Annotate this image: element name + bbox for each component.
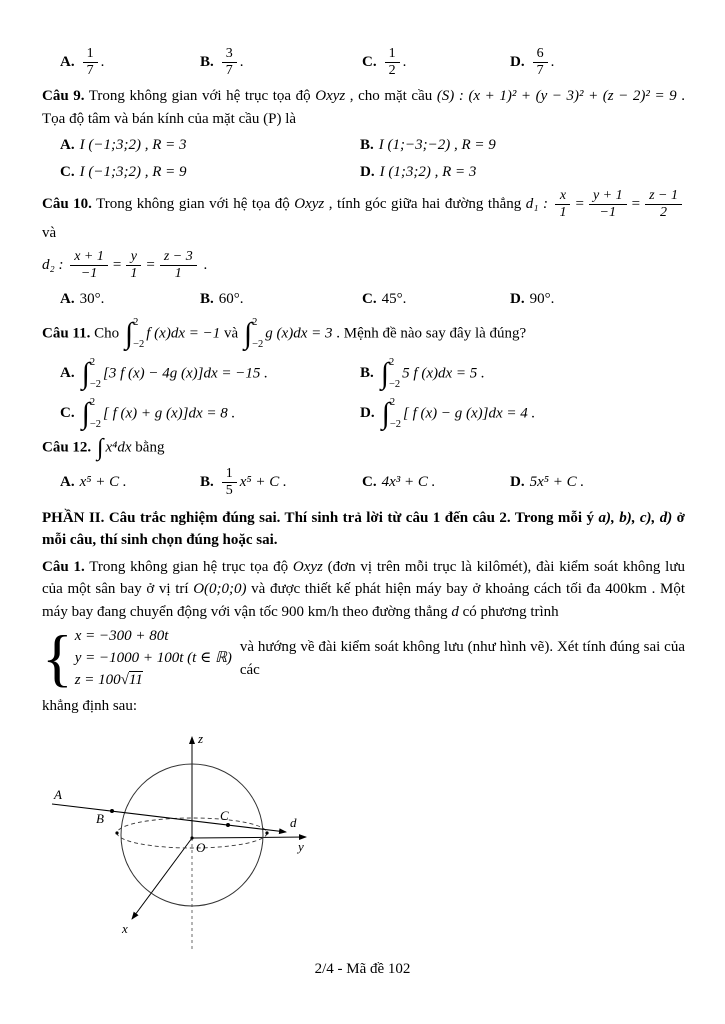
option-formula: [3 f (x) − 4g (x)]dx = −15 . — [102, 365, 268, 381]
integral-sign: ∫ 2 −2 — [81, 396, 101, 431]
option-label: A. — [60, 473, 75, 490]
line-d-symbol: d — [451, 603, 459, 620]
brace-symbol: { — [42, 622, 73, 694]
option-d — [360, 161, 685, 184]
option-label: C. — [362, 473, 377, 490]
equals-sign: = — [112, 256, 122, 273]
text-segment: . Một máy bay đang chuyển động với vận tốc — [42, 581, 685, 620]
option-d — [360, 396, 685, 432]
equals-sign: = — [631, 196, 641, 213]
speed-value: 900 km/h — [281, 603, 339, 620]
question-11-text — [42, 316, 685, 352]
integral-body: g (x)dx = 3 — [265, 325, 333, 341]
sqrt-icon: √ — [120, 671, 129, 688]
question-9 — [42, 85, 685, 183]
option-c — [60, 161, 360, 184]
option-a — [60, 356, 360, 392]
option-label: B. — [200, 54, 214, 71]
integral-sign: ∫ — [96, 434, 104, 461]
integral-sign: ∫ 2 −2 — [124, 316, 145, 351]
question-9-options-row-1 — [42, 134, 685, 157]
option-label: D. — [510, 291, 525, 308]
option-label: A. — [60, 137, 75, 154]
heading-abcd: a), b), c), d) — [598, 509, 673, 526]
label-C: C — [220, 808, 229, 823]
option-label: C. — [60, 163, 75, 180]
equator-right-dot — [265, 831, 268, 834]
math-oxyz: Oxyz — [315, 88, 346, 105]
text-segment: bằng — [131, 439, 165, 455]
option-formula: 4x³ + C . — [381, 473, 436, 490]
question-12-text — [42, 436, 685, 460]
equals-sign: = — [575, 196, 584, 213]
option-label: A. — [60, 365, 75, 381]
question-9-text — [42, 85, 685, 130]
sphere-equation: (S) : (x + 1)² + (y − 3)² + (z − 2)² = 9 — [436, 88, 677, 105]
text-after-system: và hướng về đài kiểm soát không lưu (như hình vẽ). Xét tính đúng sai của các — [239, 639, 685, 678]
option-formula: x⁵ + C . — [79, 473, 127, 490]
question-10 — [42, 187, 685, 310]
option-b — [200, 465, 362, 500]
question-label: Câu 1. — [42, 558, 85, 575]
question-12-options-row — [42, 465, 685, 500]
figure-container — [42, 725, 685, 961]
fraction: $\frac{x}{1}$ — [555, 188, 570, 221]
fraction: $\frac{y + 1}{-1}$ — [589, 188, 627, 221]
label-x: x — [122, 921, 128, 936]
option-label: C. — [362, 291, 377, 308]
option-c — [60, 396, 360, 432]
integral-body: f (x)dx = −1 — [146, 325, 221, 341]
fraction: $\frac{y}{1}$ — [126, 249, 141, 282]
origin-point: O(0;0;0) — [193, 581, 247, 598]
option-label: A. — [60, 291, 75, 308]
origin-dot — [190, 836, 193, 839]
equation-system-line — [42, 622, 685, 694]
option-label: A. — [60, 54, 75, 71]
fraction: $\frac{x + 1}{-1}$ — [70, 249, 108, 282]
y-axis — [192, 837, 306, 838]
integral-sign: ∫ 2 −2 — [81, 356, 101, 391]
sphere-diagram — [42, 725, 342, 953]
text-segment: . Mệnh đề nào say đây là đúng? — [332, 325, 527, 341]
question-10-text-line-1 — [42, 187, 685, 245]
part2-question-1-closing: khẳng định sau: — [42, 697, 137, 714]
text-segment: Trong không gian với hệ trục tọa độ — [84, 88, 316, 105]
option-label: D. — [510, 473, 525, 490]
text-segment: (đơn vị trên mỗi trục là kilômét), đài kiểm soát không lưu của một sân bay ở vị trí — [42, 558, 685, 598]
fraction: $\frac{1}{5}$ — [222, 466, 237, 499]
question-10-text-line-2 — [42, 248, 685, 283]
question-11 — [42, 316, 685, 432]
line-d2-label: d₂ : — [42, 256, 64, 273]
max-distance: 400km — [605, 581, 647, 598]
question-label: Câu 9. — [42, 88, 85, 105]
equator-left-dot — [115, 831, 118, 834]
option-b: B. 60°. — [200, 291, 244, 308]
part2-question-1 — [42, 556, 685, 717]
option-label: C. — [60, 405, 75, 421]
option-formula: x⁵ + C . — [239, 473, 287, 490]
option-label: D. — [360, 163, 375, 180]
option-d — [510, 471, 685, 494]
equation-x: x = −300 + 80t — [74, 628, 169, 645]
option-a — [60, 471, 200, 494]
heading-segment: PHẦN II. Câu trắc nghiệm đúng sai. Thí sinh trả lời từ câu 1 đến câu 2. Trong mỗi ý — [42, 509, 599, 526]
fraction: $\frac{3}{7}$ — [222, 46, 237, 79]
fraction: $\frac{1}{7}$ — [83, 46, 98, 79]
option-label: C. — [362, 54, 377, 71]
option-b — [360, 356, 685, 392]
point-B-dot — [110, 809, 114, 813]
option-label: B. — [360, 137, 374, 154]
option-b: B. $\frac{3}{7}$ . — [200, 46, 244, 79]
text-segment: theo đường thẳng — [338, 603, 452, 620]
flight-line-d — [52, 804, 286, 832]
integral-sign: ∫ 2 −2 — [243, 316, 264, 351]
label-d: d — [290, 815, 297, 830]
option-c — [362, 471, 510, 494]
option-formula: I (1;−3;−2) , R = 9 — [378, 137, 496, 154]
text-segment: và được thiết kế phát hiện máy bay ở khoảng cách tối đa — [246, 581, 606, 598]
math-oxyz: Oxyz — [292, 558, 323, 575]
fraction: $\frac{z - 3}{1}$ — [160, 249, 197, 282]
equation-system — [42, 622, 232, 694]
question-label: Câu 12. — [42, 439, 92, 455]
option-formula: I (1;3;2) , R = 3 — [379, 163, 477, 180]
option-a: A. 30°. — [60, 291, 105, 308]
text-segment: Trong không gian với hệ tọa độ — [91, 196, 295, 213]
label-O: O — [196, 840, 206, 855]
fraction: $\frac{1}{2}$ — [385, 46, 400, 79]
text-segment: . — [199, 256, 208, 273]
option-formula: I (−1;3;2) , R = 3 — [79, 137, 187, 154]
question-label: Câu 11. — [42, 325, 91, 341]
t-in-r: (t ∈ ℝ) — [187, 650, 232, 666]
question-label: Câu 10. — [42, 196, 92, 213]
option-formula: [ f (x) − g (x)]dx = 4 . — [402, 405, 536, 421]
option-c: C. $\frac{1}{2}$ . — [362, 46, 407, 79]
line-d1-label: d₁ : — [525, 196, 548, 213]
heading-segment: ở mỗi câu, thí sinh chọn đúng hoặc sai. — [42, 509, 685, 549]
x-axis — [132, 838, 192, 919]
fraction: $\frac{6}{7}$ — [533, 46, 548, 79]
page-footer: 2/4 - Mã đề 102 — [314, 960, 411, 977]
prev-question-options-row — [42, 45, 685, 80]
text-segment: , cho mặt cầu — [345, 88, 437, 105]
option-label: B. — [200, 473, 214, 490]
option-c: C. 45°. — [362, 291, 407, 308]
option-b — [360, 134, 685, 157]
option-label: B. — [200, 291, 214, 308]
label-B: B — [96, 811, 104, 826]
question-12 — [42, 436, 685, 500]
text-segment: , tính góc giữa hai đường thẳng — [324, 196, 526, 213]
part-2-heading — [42, 507, 685, 552]
option-formula: 5 f (x)dx = 5 . — [402, 365, 485, 381]
question-11-options-row-1 — [42, 356, 685, 392]
option-formula: I (−1;3;2) , R = 9 — [79, 163, 187, 180]
label-z: z — [198, 731, 204, 746]
question-9-options-row-2 — [42, 161, 685, 184]
option-formula: [ f (x) + g (x)]dx = 8 . — [102, 405, 236, 421]
option-label: D. — [360, 405, 375, 421]
option-a — [60, 134, 360, 157]
option-d: D. $\frac{6}{7}$ . — [510, 46, 555, 79]
integral-sign: ∫ 2 −2 — [380, 356, 401, 391]
option-formula: 5x⁵ + C . — [529, 473, 585, 490]
fraction: $\frac{z - 1}{2}$ — [645, 188, 682, 221]
math-oxyz: Oxyz — [294, 196, 325, 213]
label-A: A — [54, 787, 62, 802]
equation-z: z = 100√11 — [74, 671, 143, 688]
integral-body: x⁴dx — [105, 439, 132, 455]
option-label: B. — [360, 365, 374, 381]
option-a: A. $\frac{1}{7}$ . — [60, 46, 105, 79]
text-segment: có phương trình — [458, 603, 559, 620]
equals-sign: = — [146, 256, 155, 273]
label-y: y — [298, 839, 304, 854]
text-segment: và — [220, 325, 242, 341]
question-10-options-row — [42, 288, 685, 311]
integral-sign: ∫ 2 −2 — [381, 396, 401, 431]
text-segment: . Tọa độ tâm và bán kính của mặt cầu (P) là — [42, 88, 685, 127]
exam-document-page — [42, 45, 685, 977]
option-d: D. 90°. — [510, 291, 555, 308]
text-segment: và — [42, 225, 57, 242]
point-C-dot — [226, 823, 230, 827]
text-segment: Cho — [90, 325, 123, 341]
option-label: D. — [510, 54, 525, 71]
question-11-options-row-2 — [42, 396, 685, 432]
text-segment: Trong không gian hệ trục tọa độ — [84, 558, 293, 575]
equation-y: y = −1000 + 100t (t ∈ ℝ) — [74, 650, 232, 666]
part2-question-1-text — [42, 556, 685, 624]
